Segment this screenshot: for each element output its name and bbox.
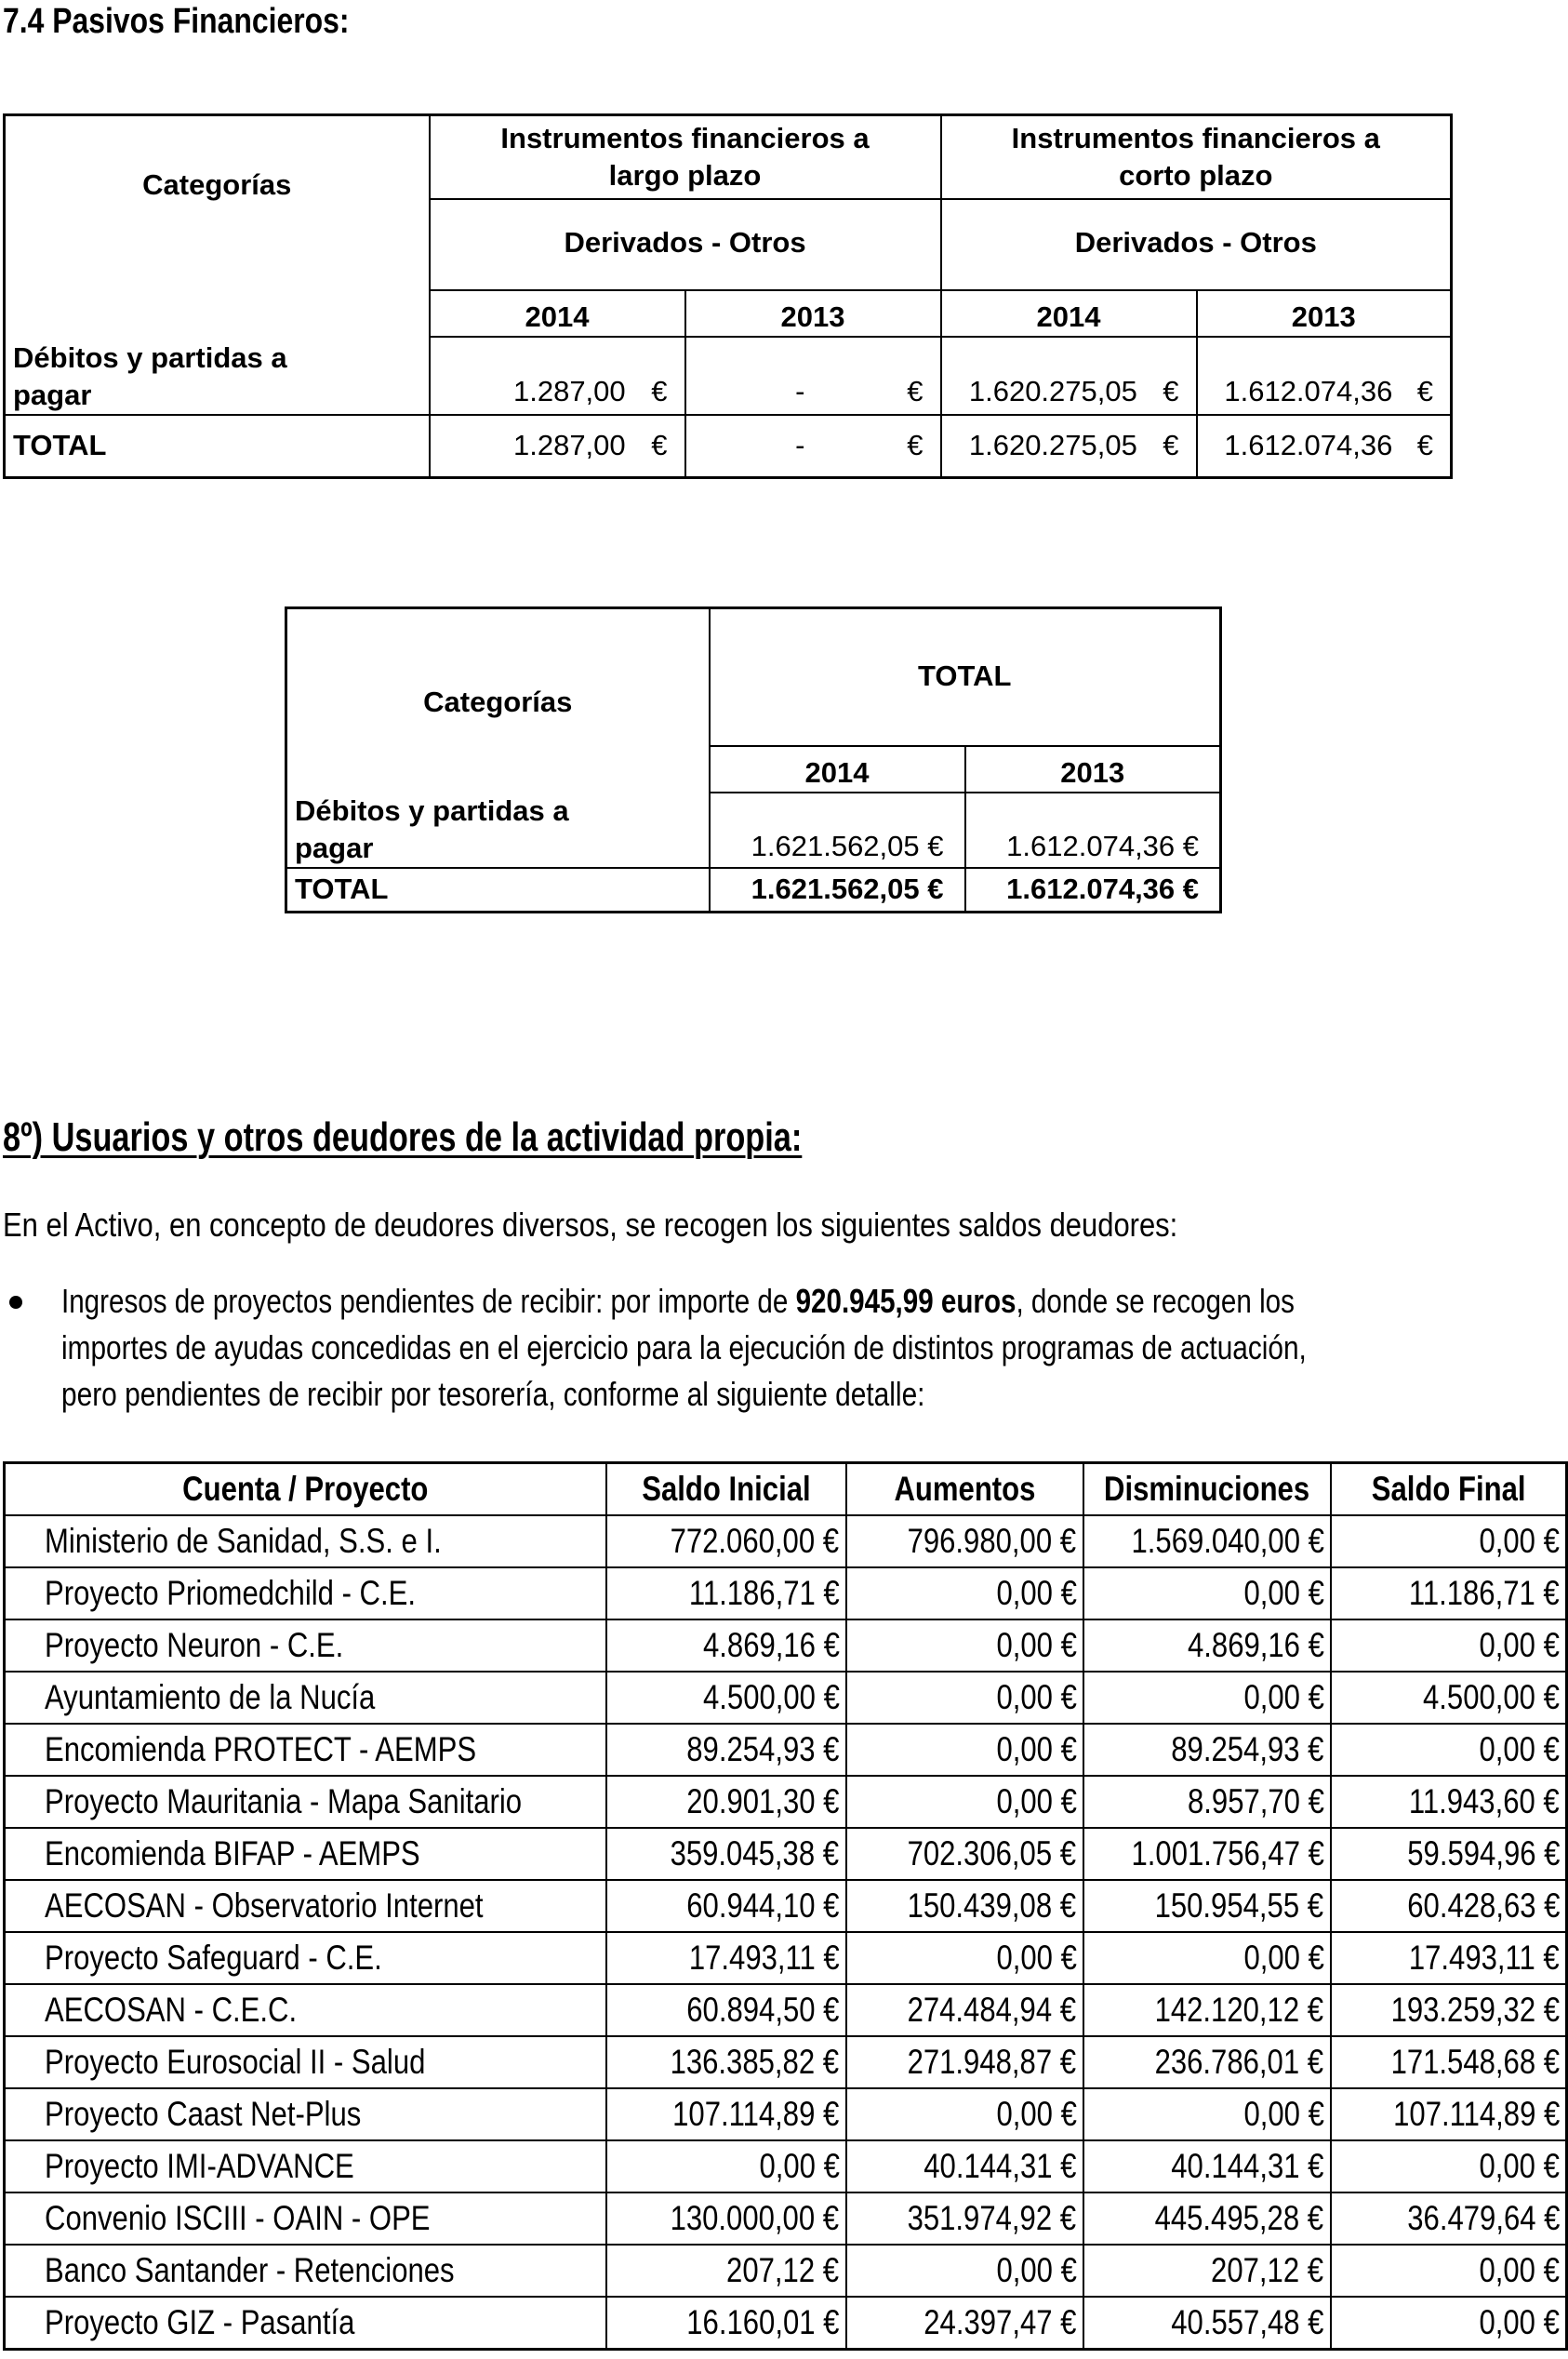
total-value-cell: - € xyxy=(685,415,941,478)
amount-cell: 0,00 € xyxy=(1083,1567,1331,1619)
amount-cell: 20.901,30 € xyxy=(606,1776,846,1828)
amount-cell: 0,00 € xyxy=(1331,1724,1567,1776)
header-disminuciones: Disminuciones xyxy=(1083,1463,1331,1516)
blank-cell xyxy=(5,290,430,337)
amount-cell: 142.120,12 € xyxy=(1083,1984,1331,2036)
amount-cell: 0,00 € xyxy=(846,1619,1083,1672)
table-row xyxy=(5,2192,1567,2245)
total-value-cell: 1.612.074,36 € xyxy=(1197,415,1452,478)
amount-cell: 1.001.756,47 € xyxy=(1083,1828,1331,1880)
row-label-debitos: Débitos y partidas a pagar xyxy=(5,337,430,415)
value-cell: - € xyxy=(685,337,941,415)
year-header: 2014 xyxy=(710,746,965,793)
header-saldo-inicial: Saldo Inicial xyxy=(606,1463,846,1516)
category-header: Categorías xyxy=(286,608,710,793)
amount-cell: 89.254,93 € xyxy=(606,1724,846,1776)
group-short-header: Instrumentos financieros a corto plazo xyxy=(941,115,1452,199)
group-long-header: Instrumentos financieros a largo plazo xyxy=(430,115,941,199)
amount-cell: 207,12 € xyxy=(1083,2245,1331,2297)
row-label-total: TOTAL xyxy=(5,415,430,478)
amount-cell: 0,00 € xyxy=(846,1776,1083,1828)
amount-cell: 236.786,01 € xyxy=(1083,2036,1331,2088)
amount-cell: 171.548,68 € xyxy=(1331,2036,1567,2088)
amount-cell: 271.948,87 € xyxy=(846,2036,1083,2088)
amount-cell: 796.980,00 € xyxy=(846,1515,1083,1567)
bullet-line-2: importes de ayudas concedidas en el ejercicio para la ejecución de distintos programas de actuación, xyxy=(61,1328,1307,1366)
table-row xyxy=(5,1567,1567,1619)
total-value-cell: 1.612.074,36 € xyxy=(965,868,1221,913)
total-value-cell: 1.621.562,05 € xyxy=(710,868,965,913)
amount-cell: 107.114,89 € xyxy=(1331,2088,1567,2140)
deudores-detail-table xyxy=(3,1461,1568,2351)
amount-cell: 274.484,94 € xyxy=(846,1984,1083,2036)
table-row xyxy=(5,1828,1567,1880)
amount-cell: 445.495,28 € xyxy=(1083,2192,1331,2245)
header-cuenta-proyecto: Cuenta / Proyecto xyxy=(5,1463,606,1516)
total-value-cell: 1.287,00 € xyxy=(430,415,685,478)
project-name-cell: Proyecto Safeguard - C.E. xyxy=(5,1932,606,1984)
project-name-cell: Proyecto Eurosocial II - Salud xyxy=(5,2036,606,2088)
table-row xyxy=(5,2140,1567,2192)
header-aumentos: Aumentos xyxy=(846,1463,1083,1516)
amount-cell: 60.428,63 € xyxy=(1331,1880,1567,1932)
category-header: Categorías xyxy=(5,115,430,290)
header-saldo-final: Saldo Final xyxy=(1331,1463,1567,1516)
amount-cell: 0,00 € xyxy=(846,1724,1083,1776)
amount-cell: 11.943,60 € xyxy=(1331,1776,1567,1828)
amount-cell: 16.160,01 € xyxy=(606,2297,846,2350)
intro-paragraph: En el Activo, en concepto de deudores diversos, se recogen los siguientes saldos deudores: xyxy=(3,1206,1178,1244)
amount-cell: 11.186,71 € xyxy=(1331,1567,1567,1619)
amount-cell: 0,00 € xyxy=(1331,2140,1567,2192)
amount-cell: 40.144,31 € xyxy=(1083,2140,1331,2192)
amount-cell: 8.957,70 € xyxy=(1083,1776,1331,1828)
table-row xyxy=(5,2297,1567,2350)
sub-short-header: Derivados - Otros xyxy=(941,199,1452,290)
amount-cell: 0,00 € xyxy=(1331,2297,1567,2350)
amount-cell: 4.500,00 € xyxy=(606,1672,846,1724)
table-row xyxy=(5,1880,1567,1932)
project-name-cell: Proyecto Caast Net-Plus xyxy=(5,2088,606,2140)
year-header: 2014 xyxy=(430,290,685,337)
amount-cell: 107.114,89 € xyxy=(606,2088,846,2140)
project-name-cell: AECOSAN - C.E.C. xyxy=(5,1984,606,2036)
amount-cell: 59.594,96 € xyxy=(1331,1828,1567,1880)
project-name-cell: Ministerio de Sanidad, S.S. e I. xyxy=(5,1515,606,1567)
table-row xyxy=(5,1515,1567,1567)
amount-cell: 130.000,00 € xyxy=(606,2192,846,2245)
amount-cell: 24.397,47 € xyxy=(846,2297,1083,2350)
total-summary-table xyxy=(285,606,1222,913)
project-name-cell: Proyecto Mauritania - Mapa Sanitario xyxy=(5,1776,606,1828)
project-name-cell: Proyecto Neuron - C.E. xyxy=(5,1619,606,1672)
total-header: TOTAL xyxy=(710,608,1221,746)
section-title-8: 8º) Usuarios y otros deudores de la actividad propia: xyxy=(3,1114,803,1160)
year-header: 2013 xyxy=(685,290,941,337)
amount-cell: 136.385,82 € xyxy=(606,2036,846,2088)
table-row xyxy=(5,1672,1567,1724)
amount-cell: 0,00 € xyxy=(846,1567,1083,1619)
amount-cell: 4.869,16 € xyxy=(606,1619,846,1672)
amount-cell: 0,00 € xyxy=(846,2088,1083,2140)
project-name-cell: Encomienda BIFAP - AEMPS xyxy=(5,1828,606,1880)
amount-cell: 89.254,93 € xyxy=(1083,1724,1331,1776)
pasivos-financieros-table xyxy=(3,113,1453,479)
amount-cell: 60.894,50 € xyxy=(606,1984,846,2036)
amount-cell: 17.493,11 € xyxy=(606,1932,846,1984)
project-name-cell: Banco Santander - Retenciones xyxy=(5,2245,606,2297)
amount-cell: 772.060,00 € xyxy=(606,1515,846,1567)
amount-cell: 4.500,00 € xyxy=(1331,1672,1567,1724)
amount-cell: 0,00 € xyxy=(1083,2088,1331,2140)
project-name-cell: Proyecto GIZ - Pasantía xyxy=(5,2297,606,2350)
amount-cell: 1.569.040,00 € xyxy=(1083,1515,1331,1567)
total-value-cell: 1.620.275,05 € xyxy=(941,415,1197,478)
amount-cell: 0,00 € xyxy=(846,1672,1083,1724)
amount-cell: 0,00 € xyxy=(846,2245,1083,2297)
amount-cell: 17.493,11 € xyxy=(1331,1932,1567,1984)
table-row xyxy=(5,1724,1567,1776)
project-name-cell: Convenio ISCIII - OAIN - OPE xyxy=(5,2192,606,2245)
bullet-icon xyxy=(9,1296,22,1309)
row-label-total: TOTAL xyxy=(286,868,710,913)
row-label-debitos: Débitos y partidas a pagar xyxy=(286,793,710,868)
project-name-cell: Ayuntamiento de la Nucía xyxy=(5,1672,606,1724)
amount-cell: 0,00 € xyxy=(1331,2245,1567,2297)
table-row xyxy=(5,1984,1567,2036)
amount-cell: 359.045,38 € xyxy=(606,1828,846,1880)
amount-cell: 702.306,05 € xyxy=(846,1828,1083,1880)
project-name-cell: AECOSAN - Observatorio Internet xyxy=(5,1880,606,1932)
table-row xyxy=(5,2036,1567,2088)
amount-cell: 11.186,71 € xyxy=(606,1567,846,1619)
amount-cell: 40.144,31 € xyxy=(846,2140,1083,2192)
amount-cell: 0,00 € xyxy=(606,2140,846,2192)
amount-cell: 40.557,48 € xyxy=(1083,2297,1331,2350)
project-name-cell: Proyecto IMI-ADVANCE xyxy=(5,2140,606,2192)
table-row xyxy=(5,1776,1567,1828)
amount-cell: 60.944,10 € xyxy=(606,1880,846,1932)
amount-cell: 351.974,92 € xyxy=(846,2192,1083,2245)
amount-cell: 0,00 € xyxy=(1083,1932,1331,1984)
amount-cell: 0,00 € xyxy=(1331,1515,1567,1567)
amount-cell: 0,00 € xyxy=(846,1932,1083,1984)
value-cell: 1.621.562,05 € xyxy=(710,793,965,868)
section-title-7-4: 7.4 Pasivos Financieros: xyxy=(3,2,350,41)
bullet-amount: 920.945,99 euros xyxy=(795,1282,1017,1320)
year-header: 2013 xyxy=(1197,290,1452,337)
amount-cell: 150.954,55 € xyxy=(1083,1880,1331,1932)
bullet-line-3: pero pendientes de recibir por tesorería, conforme al siguiente detalle: xyxy=(61,1375,925,1413)
sub-long-header: Derivados - Otros xyxy=(430,199,941,290)
amount-cell: 4.869,16 € xyxy=(1083,1619,1331,1672)
amount-cell: 207,12 € xyxy=(606,2245,846,2297)
amount-cell: 193.259,32 € xyxy=(1331,1984,1567,2036)
table-row xyxy=(5,2088,1567,2140)
amount-cell: 0,00 € xyxy=(1331,1619,1567,1672)
value-cell: 1.612.074,36 € xyxy=(965,793,1221,868)
amount-cell: 0,00 € xyxy=(1083,1672,1331,1724)
value-cell: 1.620.275,05 € xyxy=(941,337,1197,415)
project-name-cell: Encomienda PROTECT - AEMPS xyxy=(5,1724,606,1776)
project-name-cell: Proyecto Priomedchild - C.E. xyxy=(5,1567,606,1619)
year-header: 2014 xyxy=(941,290,1197,337)
value-cell: 1.612.074,36 € xyxy=(1197,337,1452,415)
table-row xyxy=(5,1932,1567,1984)
bullet-line-1: Ingresos de proyectos pendientes de recibir: por importe de 920.945,99 euros, donde se recogen los xyxy=(61,1282,1295,1320)
table-row xyxy=(5,1619,1567,1672)
table-row xyxy=(5,2245,1567,2297)
year-header: 2013 xyxy=(965,746,1221,793)
amount-cell: 36.479,64 € xyxy=(1331,2192,1567,2245)
amount-cell: 150.439,08 € xyxy=(846,1880,1083,1932)
value-cell: 1.287,00 € xyxy=(430,337,685,415)
